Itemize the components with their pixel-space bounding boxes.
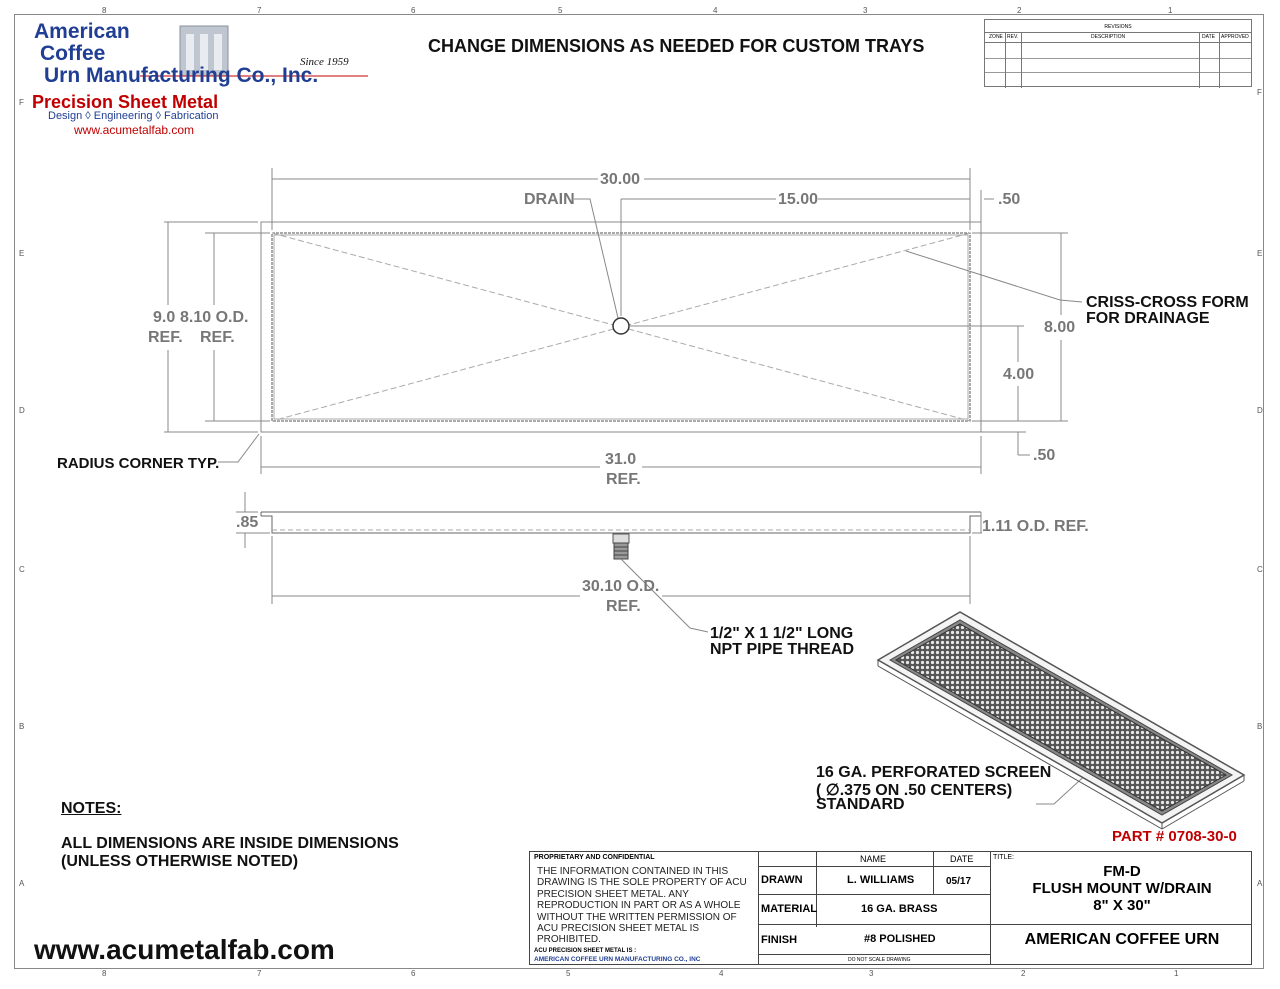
dim-outer-width: 31.0	[605, 451, 637, 468]
callout-crisscross-line2: FOR DRAINAGE	[1086, 310, 1210, 327]
material-label: MATERIAL	[761, 903, 818, 915]
date-header: DATE	[950, 854, 974, 864]
no-scale-note: DO NOT SCALE DRAWING	[848, 957, 911, 963]
dim-od-height: 8.10 O.D.	[180, 309, 249, 326]
zone-col-2-bottom: 2	[1021, 969, 1026, 978]
rev-col-date: DATE	[1202, 34, 1215, 40]
notes-heading: NOTES:	[61, 800, 122, 817]
tray-side-view	[261, 512, 981, 533]
zone-col-1-top: 1	[1168, 6, 1173, 15]
dim-drain-offset: 15.00	[778, 191, 819, 208]
dim-od-height-ref: REF.	[200, 329, 235, 346]
drain-hole	[613, 318, 629, 334]
footer-url[interactable]: www.acumetalfab.com	[34, 934, 335, 965]
title-block	[529, 851, 1252, 965]
dim-outer-width-ref: REF.	[606, 471, 641, 488]
rev-col-description: DESCRIPTION	[1091, 34, 1126, 40]
zone-col-8-bottom: 8	[102, 969, 107, 978]
drawn-label: DRAWN	[761, 874, 803, 886]
zone-row-e-left: E	[19, 249, 25, 258]
logo-url: www.acumetalfab.com	[74, 123, 195, 137]
zone-row-c-right: C	[1257, 565, 1263, 574]
name-header: NAME	[860, 854, 887, 864]
notes-line2: (UNLESS OTHERWISE NOTED)	[61, 853, 299, 870]
title-company: AMERICAN COFFEE URN	[1024, 931, 1220, 948]
dim-depth: .85	[236, 514, 259, 531]
dim-outer-height-ref: REF.	[148, 329, 183, 346]
rev-col-approved: APPROVED	[1221, 34, 1249, 40]
drawn-date: 05/17	[946, 876, 972, 887]
zone-row-f-right: F	[1257, 88, 1262, 97]
zone-col-6-top: 6	[411, 6, 416, 15]
acu-line: ACU PRECISION SHEET METAL IS :	[534, 948, 637, 954]
zone-col-3-bottom: 3	[869, 969, 874, 978]
logo-tagline: Precision Sheet Metal	[32, 92, 219, 112]
dim-edge-top: .50	[998, 191, 1021, 208]
zone-col-4-bottom: 4	[719, 969, 724, 978]
zone-col-8-top: 8	[102, 6, 107, 15]
zone-row-a-right: A	[1257, 879, 1263, 888]
zone-row-f-left: F	[19, 98, 24, 107]
zone-col-4-top: 4	[713, 6, 718, 15]
zone-row-b-left: B	[19, 722, 25, 731]
callout-thread-line2: NPT PIPE THREAD	[710, 641, 855, 658]
notes-line1: ALL DIMENSIONS ARE INSIDE DIMENSIONS	[61, 835, 399, 852]
callout-crisscross-line1: CRISS-CROSS FORM	[1086, 294, 1249, 311]
logo-services: Design ◊ Engineering ◊ Fabrication	[48, 110, 219, 122]
rev-col-rev: REV.	[1007, 34, 1019, 40]
zone-row-d-left: D	[19, 406, 25, 415]
logo-since: Since 1959	[300, 56, 349, 68]
zone-row-d-right: D	[1257, 406, 1263, 415]
dim-edge-bottom: .50	[1033, 447, 1056, 464]
zone-col-2-top: 2	[1017, 6, 1022, 15]
title-line2: FLUSH MOUNT W/DRAIN	[1032, 880, 1212, 897]
page-title: CHANGE DIMENSIONS AS NEEDED FOR CUSTOM TRAYS	[428, 36, 925, 56]
zone-col-7-bottom: 7	[257, 969, 262, 978]
drawn-name: L. WILLIAMS	[847, 874, 915, 886]
rev-col-zone: ZONE	[989, 34, 1003, 40]
callout-screen-line3: STANDARD	[816, 796, 905, 813]
callout-drain: DRAIN	[524, 191, 575, 208]
logo-line-coffee: Coffee	[40, 42, 106, 65]
proprietary-text: THE INFORMATION CONTAINED IN THIS DRAWING IS THE SOLE PROPERTY OF ACU PRECISION SHEET METAL. ANY REPRODUCTION IN PART OR AS A WHOLE WITHOUT THE WRITTEN PERMISSION OF ACU PRECISION SHEET METAL IS PROHIBITED.	[537, 866, 747, 946]
zone-col-7-top: 7	[257, 6, 262, 15]
part-number: PART # 0708-30-0	[1112, 828, 1237, 845]
zone-row-c-left: C	[19, 565, 25, 574]
logo-line-american: American	[34, 20, 130, 43]
title-label: TITLE:	[993, 854, 1015, 861]
logo-line-urn: Urn Manufacturing Co., Inc.	[44, 64, 319, 87]
zone-row-e-right: E	[1257, 249, 1263, 258]
callout-radius-corner: RADIUS CORNER TYP.	[57, 455, 220, 472]
zone-col-1-bottom: 1	[1174, 969, 1179, 978]
dim-width-inside: 30.00	[600, 171, 641, 188]
dim-outer-height: 9.0	[153, 309, 176, 326]
zone-col-6-bottom: 6	[411, 969, 416, 978]
finish-value: #8 POLISHED	[864, 933, 936, 945]
zone-row-a-left: A	[19, 879, 25, 888]
dim-inside-height: 8.00	[1044, 319, 1076, 336]
dim-half-height: 4.00	[1003, 366, 1035, 383]
dim-od-depth: 1.11 O.D. REF.	[982, 518, 1089, 535]
acu-company: AMERICAN COFFEE URN MANUFACTURING CO., INC	[534, 956, 701, 963]
revisions-header: REVISIONS	[1104, 24, 1132, 30]
callout-screen-line2: ( ∅.375 ON .50 CENTERS)	[816, 782, 1013, 799]
zone-col-5-bottom: 5	[566, 969, 571, 978]
proprietary-heading: PROPRIETARY AND CONFIDENTIAL	[534, 854, 655, 861]
dim-od-width: 30.10 O.D.	[582, 578, 660, 595]
zone-col-3-top: 3	[863, 6, 868, 15]
callout-screen-line1: 16 GA. PERFORATED SCREEN	[816, 764, 1052, 781]
zone-row-b-right: B	[1257, 722, 1263, 731]
material-value: 16 GA. BRASS	[861, 903, 938, 915]
zone-col-5-top: 5	[558, 6, 563, 15]
dim-od-width-ref: REF.	[606, 598, 641, 615]
callout-thread-line1: 1/2" X 1 1/2" LONG	[710, 625, 854, 642]
title-line1: FM-D	[1103, 863, 1141, 880]
pipe-thread	[613, 534, 629, 559]
finish-label: FINISH	[761, 934, 798, 946]
title-line3: 8" X 30"	[1093, 897, 1151, 914]
